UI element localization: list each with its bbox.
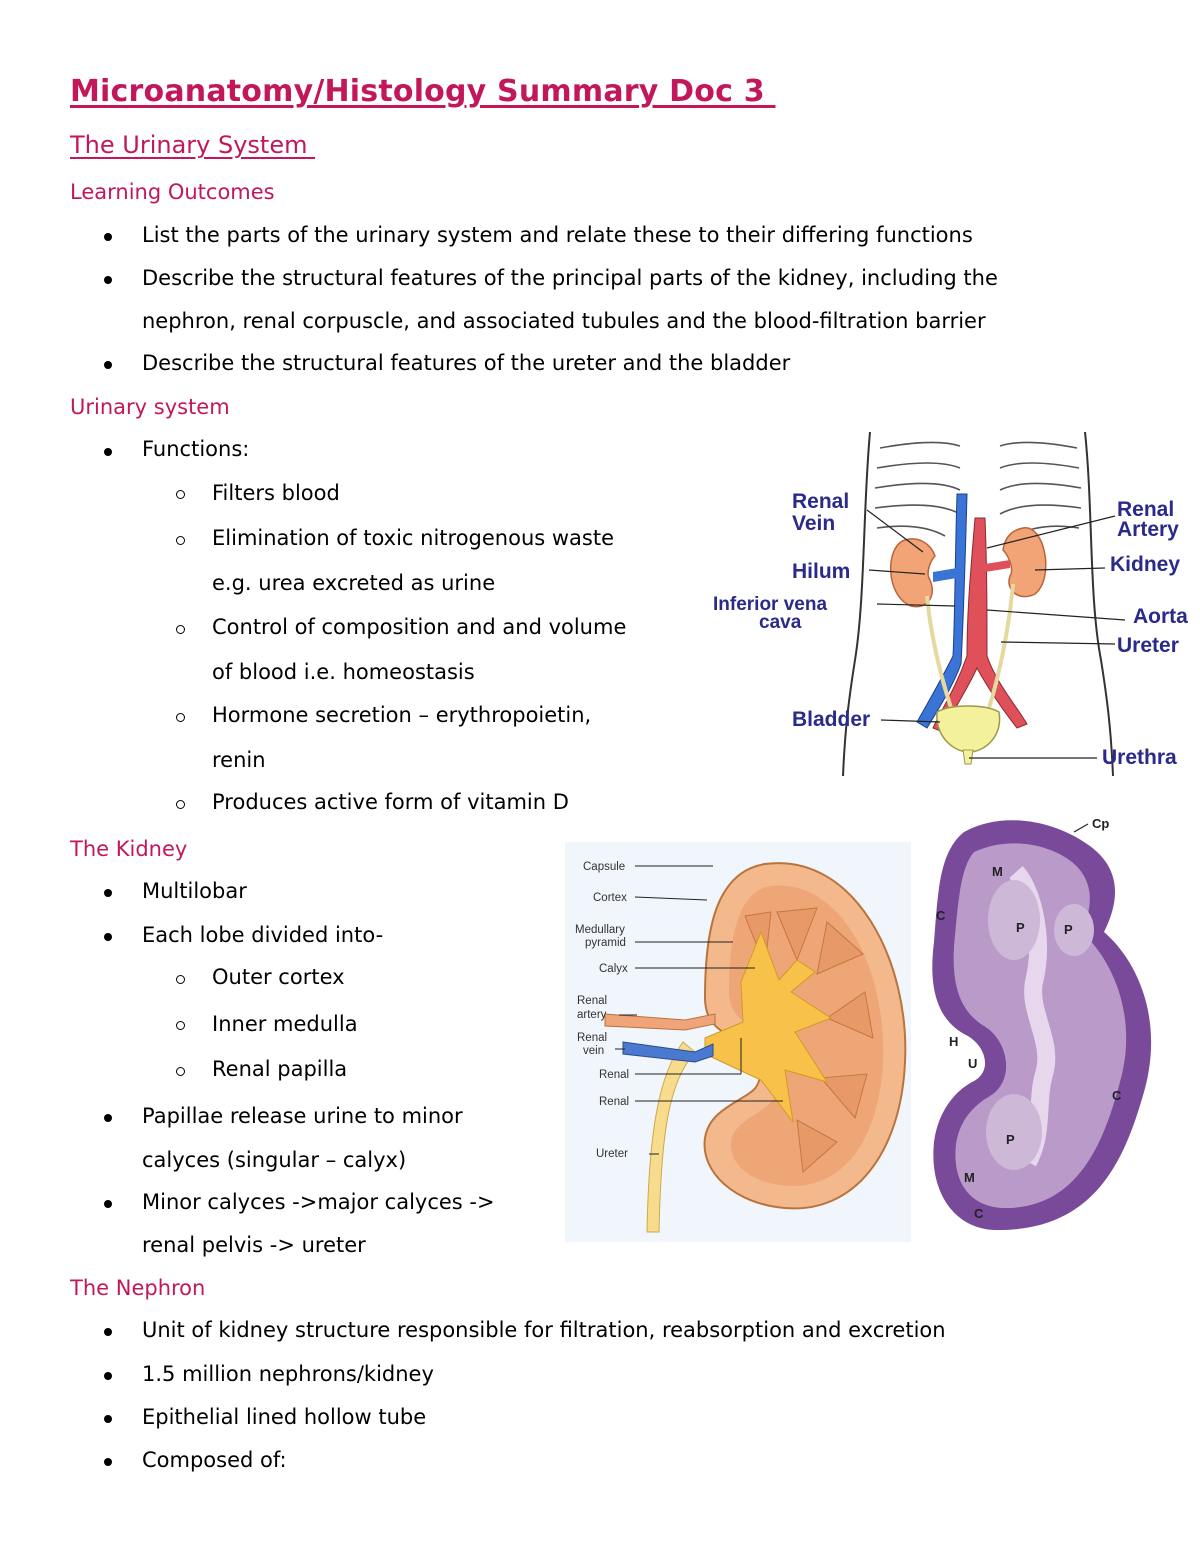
ureter-label: Ureter [1117, 634, 1179, 657]
ureter-label: Ureter [596, 1148, 628, 1160]
renal-vein-label: Renal [792, 490, 850, 513]
urinary-system-heading: Urinary system [70, 395, 230, 419]
function-item: Control of composition and and volume [212, 615, 627, 639]
histology-label-m: M [992, 864, 1003, 879]
outcome-item: Describe the structural features of the principal parts of the kidney, including the [142, 266, 998, 290]
kidney-heading: The Kidney [70, 837, 188, 861]
medullary-pyramid-label: pyramid [585, 937, 626, 949]
bullet-icon [104, 1328, 112, 1336]
histology-label-h: H [949, 1034, 959, 1049]
function-item-continued: of blood i.e. homeostasis [212, 660, 475, 684]
function-item: Filters blood [212, 481, 340, 505]
renal-artery-label: Renal [577, 995, 608, 1007]
kidney-item: Papillae release urine to minor [142, 1104, 463, 1128]
function-item: Elimination of toxic nitrogenous waste [212, 526, 615, 550]
kidney-item: Each lobe divided into- [142, 923, 384, 947]
lobe-part: Inner medulla [212, 1012, 358, 1036]
circle-bullet-icon [176, 1021, 185, 1030]
function-item: Hormone secretion – erythropoietin, [212, 703, 592, 727]
histology-label-u: U [968, 1056, 978, 1071]
functions-label: Functions: [142, 437, 250, 461]
bullet-icon [104, 233, 112, 241]
renal-artery-label: Artery [1117, 518, 1179, 541]
renal-artery-label: Renal [1117, 498, 1175, 521]
histology-label-cp: Cp [1092, 816, 1110, 831]
urinary-system-diagram [705, 428, 1195, 780]
lobe-part: Outer cortex [212, 965, 345, 989]
outcome-item: Describe the structural features of the ureter and the bladder [142, 351, 791, 375]
calyx-label: Calyx [599, 963, 628, 975]
circle-bullet-icon [176, 536, 185, 545]
outcome-item-continued: nephron, renal corpuscle, and associated tubules and the blood-filtration barrier [142, 309, 986, 333]
kidney-item: Minor calyces ->major calyces -> [142, 1190, 495, 1214]
inferior-vena-cava-label: Inferior vena [713, 594, 828, 615]
circle-bullet-icon [176, 1067, 185, 1076]
aorta-label: Aorta [1133, 605, 1188, 628]
histology-label-c: C [974, 1206, 984, 1221]
kidney-item-continued: renal pelvis -> ureter [142, 1233, 366, 1257]
renal-label: Renal [599, 1096, 630, 1108]
kidney-section-diagram [565, 842, 911, 1242]
outcome-item: List the parts of the urinary system and relate these to their differing functions [142, 223, 973, 247]
kidney-histology-image [924, 812, 1174, 1237]
section-title: The Urinary System [70, 131, 316, 159]
histology-label-p: P [1006, 1132, 1015, 1147]
inferior-vena-cava-label: cava [759, 612, 802, 633]
kidney-label: Kidney [1110, 553, 1181, 576]
page-title: Microanatomy/Histology Summary Doc 3 [70, 74, 776, 109]
bullet-icon [104, 1200, 112, 1208]
nephron-heading: The Nephron [70, 1276, 206, 1300]
learning-outcomes-heading: Learning Outcomes [70, 180, 275, 204]
circle-bullet-icon [176, 490, 185, 499]
histology-label-c: C [936, 908, 946, 923]
lobe-part: Renal papilla [212, 1057, 348, 1081]
bullet-icon [104, 1372, 112, 1380]
circle-bullet-icon [176, 800, 185, 809]
kidney-item-continued: calyces (singular – calyx) [142, 1148, 407, 1172]
renal-label: Renal [599, 1069, 630, 1081]
renal-artery-label: artery [577, 1009, 607, 1021]
urethra-label: Urethra [1102, 746, 1177, 769]
bullet-icon [104, 1114, 112, 1122]
circle-bullet-icon [176, 975, 185, 984]
kidney-item: Multilobar [142, 879, 247, 903]
function-item-continued: e.g. urea excreted as urine [212, 571, 496, 595]
bullet-icon [104, 1458, 112, 1466]
nephron-item: Unit of kidney structure responsible for filtration, reabsorption and excretion [142, 1318, 946, 1342]
histology-label-c: C [1112, 1088, 1122, 1103]
medullary-pyramid-label: Medullary [575, 924, 625, 936]
bullet-icon [104, 361, 112, 369]
nephron-item: Composed of: [142, 1448, 287, 1472]
nephron-item: 1.5 million nephrons/kidney [142, 1362, 434, 1386]
circle-bullet-icon [176, 625, 185, 634]
bladder-label: Bladder [792, 708, 871, 731]
histology-label-p: P [1016, 920, 1025, 935]
hilum-label: Hilum [792, 560, 851, 583]
histology-label-m: M [964, 1170, 975, 1185]
cortex-label: Cortex [593, 892, 627, 904]
capsule-label: Capsule [583, 861, 626, 873]
renal-vein-label: Renal [577, 1032, 608, 1044]
nephron-item: Epithelial lined hollow tube [142, 1405, 427, 1429]
function-item-continued: renin [212, 748, 266, 772]
bullet-icon [104, 1415, 112, 1423]
bullet-icon [104, 933, 112, 941]
renal-vein-label: vein [583, 1045, 605, 1057]
renal-vein-label: Vein [792, 512, 836, 535]
histology-label-p: P [1064, 922, 1073, 937]
circle-bullet-icon [176, 713, 185, 722]
bullet-icon [104, 276, 112, 284]
bullet-icon [104, 889, 112, 897]
bullet-icon [104, 448, 112, 456]
function-item: Produces active form of vitamin D [212, 790, 569, 814]
